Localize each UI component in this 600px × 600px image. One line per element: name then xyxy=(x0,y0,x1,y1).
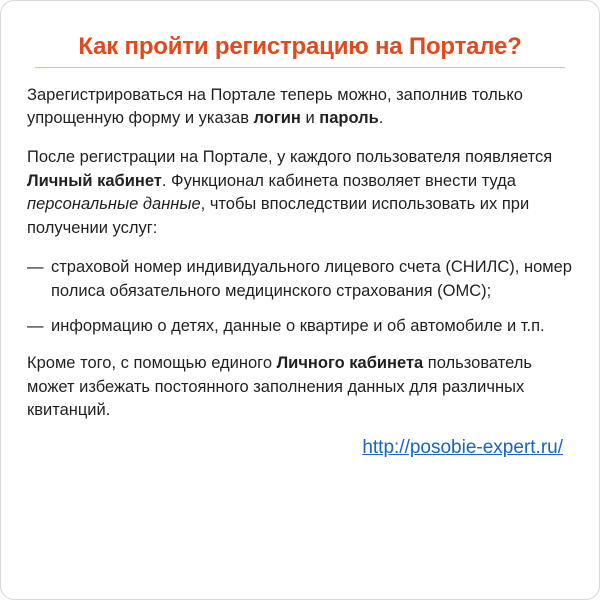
list-item-label: страховой номер индивидуального лицевого счета (СНИЛС), номер полиса обязательного медицинского страхования (ОМС); xyxy=(51,258,572,300)
paragraph-receipts xyxy=(27,352,573,422)
paragraph-1-text-1: Зарегистрироваться на Портале теперь можно, заполнив только упрощенную форму и указав xyxy=(27,85,523,128)
paragraph-2-text-2: . Функционал кабинета позволяет внести туда xyxy=(161,171,516,190)
paragraph-registration xyxy=(27,84,573,131)
benefits-list xyxy=(27,256,573,338)
list-item xyxy=(27,315,573,338)
paragraph-3-text-2: пользователь может избежать постоянного заполнения данных для различных квитанций. xyxy=(27,354,532,420)
paragraph-3-text-1: Кроме того, с помощью единого xyxy=(27,354,277,373)
paragraph-personal-account xyxy=(27,146,573,240)
dash-marker-icon: — xyxy=(27,258,44,277)
paragraph-2-italic-personal-data: персональные данные xyxy=(27,195,201,214)
paragraph-2-text-3: , чтобы впоследствии использовать их при получении услуг: xyxy=(27,195,530,237)
title-divider xyxy=(35,67,565,68)
source-link[interactable]: http://posobie-expert.ru/ xyxy=(362,436,563,458)
paragraph-2-bold-account: Личный кабинет xyxy=(27,171,162,190)
paragraph-1-bold-password: пароль xyxy=(319,109,379,128)
paragraph-1-text-3: . xyxy=(378,109,384,128)
paragraph-1-bold-login: логин xyxy=(253,109,301,128)
page-title: Как пройти регистрацию на Портале? xyxy=(78,33,522,60)
list-item xyxy=(27,256,573,303)
paragraph-3-bold-account: Личного кабинета xyxy=(276,354,424,373)
list-item-label: информацию о детях, данные о квартире и об автомобиле и т.п. xyxy=(51,316,545,335)
dash-marker-icon: — xyxy=(27,316,44,335)
paragraph-1-text-2: и xyxy=(300,109,320,128)
source-link-row xyxy=(27,437,573,459)
paragraph-2-text-1: После регистрации на Портале, у каждого пользователя появляется xyxy=(27,148,553,167)
